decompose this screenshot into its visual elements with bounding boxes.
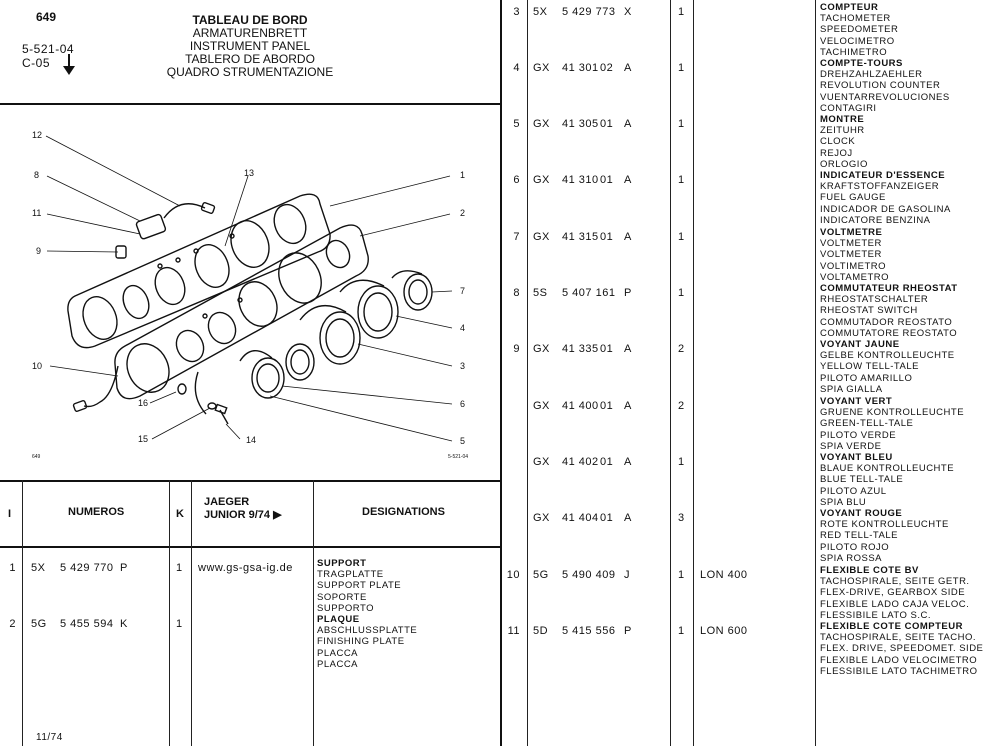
part-sub: 01 [600,343,614,355]
title-line: ARMATURENBRETT [192,26,308,40]
page-number: 649 [36,10,57,24]
callout-7: 7 [460,286,466,296]
designation-translation: GREEN-TELL-TALE [820,418,914,430]
designation-translation: FLESSIBILE LATO TACHIMETRO [820,665,978,677]
part-number: 41 301 [562,62,599,74]
designation-translation: SPIA GIALLA [820,383,883,395]
designation-translation: COMMUTATORE REOSTATO [820,327,958,339]
designation-translation: GELBE KONTROLLEUCHTE [820,350,955,362]
part-number: 41 404 [562,512,599,524]
part-suffix: J [624,569,630,581]
part-sub: 02 [600,62,614,74]
quantity: 1 [678,118,685,130]
designation-translation: PLACCA [317,647,359,659]
designation-title: FLEXIBLE COTE BV [820,565,919,576]
designation-translation: PLACCA [317,658,359,670]
designation-translation: REJOJ [820,147,853,159]
designation-title: PLAQUE [317,614,360,625]
designation-title: FLEXIBLE COTE COMPTEUR [820,621,963,632]
part-suffix: A [624,456,632,468]
part-sub: 01 [600,456,614,468]
quantity: 1 [176,562,183,574]
part-code: GX [533,343,550,355]
designation-title: SUPPORT [317,558,367,569]
designation-translation: VOLTIMETRO [820,260,887,272]
part-sub: 01 [600,118,614,130]
part-number: 5 415 556 [562,625,616,637]
title-line: QUADRO STRUMENTAZIONE [166,65,334,79]
model-note: LON 600 [700,625,748,637]
part-suffix: K [120,618,128,630]
part-sub: 01 [600,512,614,524]
part-code: GX [533,512,550,524]
part-code: 5X [533,6,548,18]
designation-translation: SOPORTE [317,591,367,603]
designation-block [820,621,983,677]
designation-translation: VUENTARREVOLUCIONES [820,91,950,103]
model-date: JUNIOR 9/74 [204,509,271,521]
designation-translation: PILOTO ROJO [820,541,890,553]
part-number: 5 429 770 [60,562,114,574]
arrow-down-icon [62,54,76,81]
quantity: 1 [678,62,685,74]
callout-13: 13 [244,168,255,178]
part-code: GX [533,62,550,74]
diagram-corner-left: 649 [32,454,41,460]
col-sep [693,0,694,746]
table-top-line [0,480,500,482]
callout-16: 16 [138,398,149,408]
col-sep [313,480,314,746]
row-index: 10 [506,569,520,581]
designation-title: VOLTMETRE [820,227,883,238]
title-line: TABLEAU DE BORD [192,13,308,27]
callout-5: 5 [460,436,466,446]
title-line: TABLERO DE ABORDO [185,52,315,66]
part-code: GX [533,118,550,130]
part-suffix: P [624,625,632,637]
part-number: 41 400 [562,400,599,412]
model-note: LON 400 [700,569,748,581]
part-number: 41 402 [562,456,599,468]
part-suffix: A [624,231,632,243]
col-sep [22,480,23,746]
designation-block [820,227,889,283]
designation-translation: ROTE KONTROLLEUCHTE [820,519,949,531]
row-index: 7 [513,231,520,243]
designation-block [317,614,417,670]
designation-translation: RHEOSTATSCHALTER [820,294,929,306]
model-line [204,509,282,522]
designation-title: VOYANT ROUGE [820,508,903,519]
designation-title: COMMUTATEUR RHEOSTAT [820,283,958,294]
designation-title: INDICATEUR D'ESSENCE [820,170,946,181]
col-sep [815,0,816,746]
callout-2: 2 [460,208,466,218]
callout-4: 4 [460,323,466,333]
row-index: 1 [9,562,16,574]
quantity: 1 [678,231,685,243]
designation-translation: FINISHING PLATE [317,636,405,648]
model-line: JAEGER [204,496,250,508]
designation-block [820,339,955,395]
designation-block [820,170,951,226]
part-code: GX [533,400,550,412]
callout-1: 1 [460,170,466,180]
designation-translation: VELOCIMETRO [820,35,895,47]
part-sub: 01 [600,400,614,412]
designation-title: VOYANT JAUNE [820,339,900,350]
designation-block [820,58,950,114]
designation-block [317,558,401,614]
callout-8: 8 [34,170,40,180]
part-code: 5S [533,287,548,299]
col-header-i: I [8,508,12,520]
designation-translation: PILOTO VERDE [820,429,897,441]
part-suffix: A [624,62,632,74]
designation-translation: DREHZAHLZAEHLER [820,69,923,81]
designation-translation: SUPPORTO [317,602,374,614]
callout-10: 10 [32,361,43,371]
designation-block [820,508,949,564]
table-header-line [0,546,500,548]
part-suffix: A [624,400,632,412]
col-header-model [204,496,282,522]
part-code: 5X [31,562,46,574]
designation-translation: SPIA VERDE [820,440,882,452]
row-index: 11 [507,625,520,637]
designation-translation: ORLOGIO [820,158,868,170]
designation-translation: GRUENE KONTROLLEUCHTE [820,407,965,419]
row-index: 9 [513,343,520,355]
callout-9: 9 [36,246,42,256]
designation-translation: TACHOSPIRALE, SEITE TACHO. [820,632,977,644]
quantity: 1 [678,456,685,468]
row-index: 3 [513,6,520,18]
part-suffix: X [624,6,632,18]
quantity: 1 [678,287,685,299]
designation-translation: CLOCK [820,136,856,148]
designation-block [820,565,970,621]
designation-translation: TACHOSPIRALE, SEITE GETR. [820,576,970,588]
designation-title: VOYANT BLEU [820,452,893,463]
part-suffix: A [624,512,632,524]
part-number: 41 335 [562,343,599,355]
designation-translation: SPEEDOMETER [820,24,899,36]
designation-translation: PILOTO AMARILLO [820,372,913,384]
designation-translation: FLEX. DRIVE, SPEEDOMET. SIDE [820,643,984,655]
designation-title: MONTRE [820,114,865,125]
row-index: 5 [513,118,520,130]
designation-block [820,2,898,58]
header-divider [0,103,500,105]
designation-translation: VOLTMETER [820,238,882,250]
designation-translation: SPIA BLU [820,496,867,508]
ref-code: 5-521-04 [22,42,75,56]
part-number: 41 315 [562,231,599,243]
callout-6: 6 [460,399,466,409]
designation-translation: TRAGPLATTE [317,569,384,581]
part-suffix: A [624,118,632,130]
quantity: 1 [678,174,685,186]
designation-title: COMPTE-TOURS [820,58,903,69]
quantity: 1 [678,625,685,637]
row-index: 4 [513,62,520,74]
designation-translation: SPIA ROSSA [820,552,883,564]
title-line: INSTRUMENT PANEL [189,39,311,53]
designation-block [820,452,954,508]
quantity: 3 [678,512,685,524]
row-index: 8 [513,287,520,299]
col-sep [670,0,671,746]
page-title [130,14,370,79]
designation-translation: INDICATORE BENZINA [820,214,931,226]
designation-translation: TACHIMETRO [820,46,888,58]
designation-title: COMPTEUR [820,2,879,13]
designation-translation: KRAFTSTOFFANZEIGER [820,181,940,193]
designation-translation: PILOTO AZUL [820,485,887,497]
quantity: 2 [678,400,685,412]
footer-date: 11/74 [36,732,63,743]
part-code: GX [533,456,550,468]
part-sub: 01 [600,174,614,186]
ref-code-2: C-05 [22,56,51,70]
part-code: GX [533,174,550,186]
designation-translation: FLEXIBLE LADO VELOCIMETRO [820,654,978,666]
designation-translation: YELLOW TELL-TALE [820,361,919,373]
instrument-panel-diagram [0,106,500,476]
col-sep [527,0,528,746]
designation-block [820,114,868,170]
part-number: 41 310 [562,174,599,186]
designation-translation: RHEOSTAT SWITCH [820,305,918,317]
designation-translation: ZEITUHR [820,125,865,137]
col-header-k: K [176,508,184,520]
part-code: 5D [533,625,549,637]
callout-15: 15 [138,434,149,444]
designation-translation: SUPPORT PLATE [317,580,402,592]
designation-block [820,396,964,452]
part-number: 41 305 [562,118,599,130]
col-sep [191,480,192,746]
designation-translation: FLEXIBLE LADO CAJA VELOC. [820,598,970,610]
quantity: 1 [678,569,685,581]
part-code: 5G [533,569,549,581]
col-header-numeros: NUMEROS [68,506,125,518]
center-divider [500,0,502,746]
row-index: 6 [513,174,520,186]
designation-translation: TACHOMETER [820,13,891,25]
callout-12: 12 [32,130,43,140]
model-note: www.gs-gsa-ig.de [198,562,293,574]
col-sep [169,480,170,746]
quantity: 2 [678,343,685,355]
designation-translation: VOLTMETER [820,249,882,261]
part-number: 5 455 594 [60,618,114,630]
quantity: 1 [176,618,183,630]
designation-translation: COMMUTADOR REOSTATO [820,316,953,328]
diagram-corner-right: 5-521-04 [448,454,469,460]
designation-translation: RED TELL-TALE [820,530,898,542]
part-code: GX [533,231,550,243]
callout-3: 3 [460,361,466,371]
designation-translation: FLESSIBILE LATO S.C. [820,609,932,621]
callout-11: 11 [32,208,42,218]
part-number: 5 490 409 [562,569,616,581]
play-arrow-icon: ▶ [273,509,282,521]
designation-translation: REVOLUTION COUNTER [820,80,941,92]
designation-translation: BLUE TELL-TALE [820,474,904,486]
part-code: 5G [31,618,47,630]
callout-14: 14 [246,435,257,445]
designation-translation: FUEL GAUGE [820,192,886,204]
part-number: 5 429 773 [562,6,616,18]
part-suffix: A [624,343,632,355]
designation-translation: BLAUE KONTROLLEUCHTE [820,463,955,475]
row-index: 2 [9,618,16,630]
designation-translation: CONTAGIRI [820,102,877,114]
part-suffix: A [624,174,632,186]
designation-translation: VOLTAMETRO [820,271,890,283]
designation-translation: ABSCHLUSSPLATTE [317,625,418,637]
col-header-designations: DESIGNATIONS [362,506,445,518]
designation-block [820,283,958,339]
part-sub: 01 [600,231,614,243]
designation-title: VOYANT VERT [820,396,893,407]
designation-translation: FLEX-DRIVE, GEARBOX SIDE [820,587,966,599]
part-number: 5 407 161 [562,287,616,299]
designation-translation: INDICADOR DE GASOLINA [820,203,951,215]
part-suffix: P [624,287,632,299]
part-suffix: P [120,562,128,574]
quantity: 1 [678,6,685,18]
